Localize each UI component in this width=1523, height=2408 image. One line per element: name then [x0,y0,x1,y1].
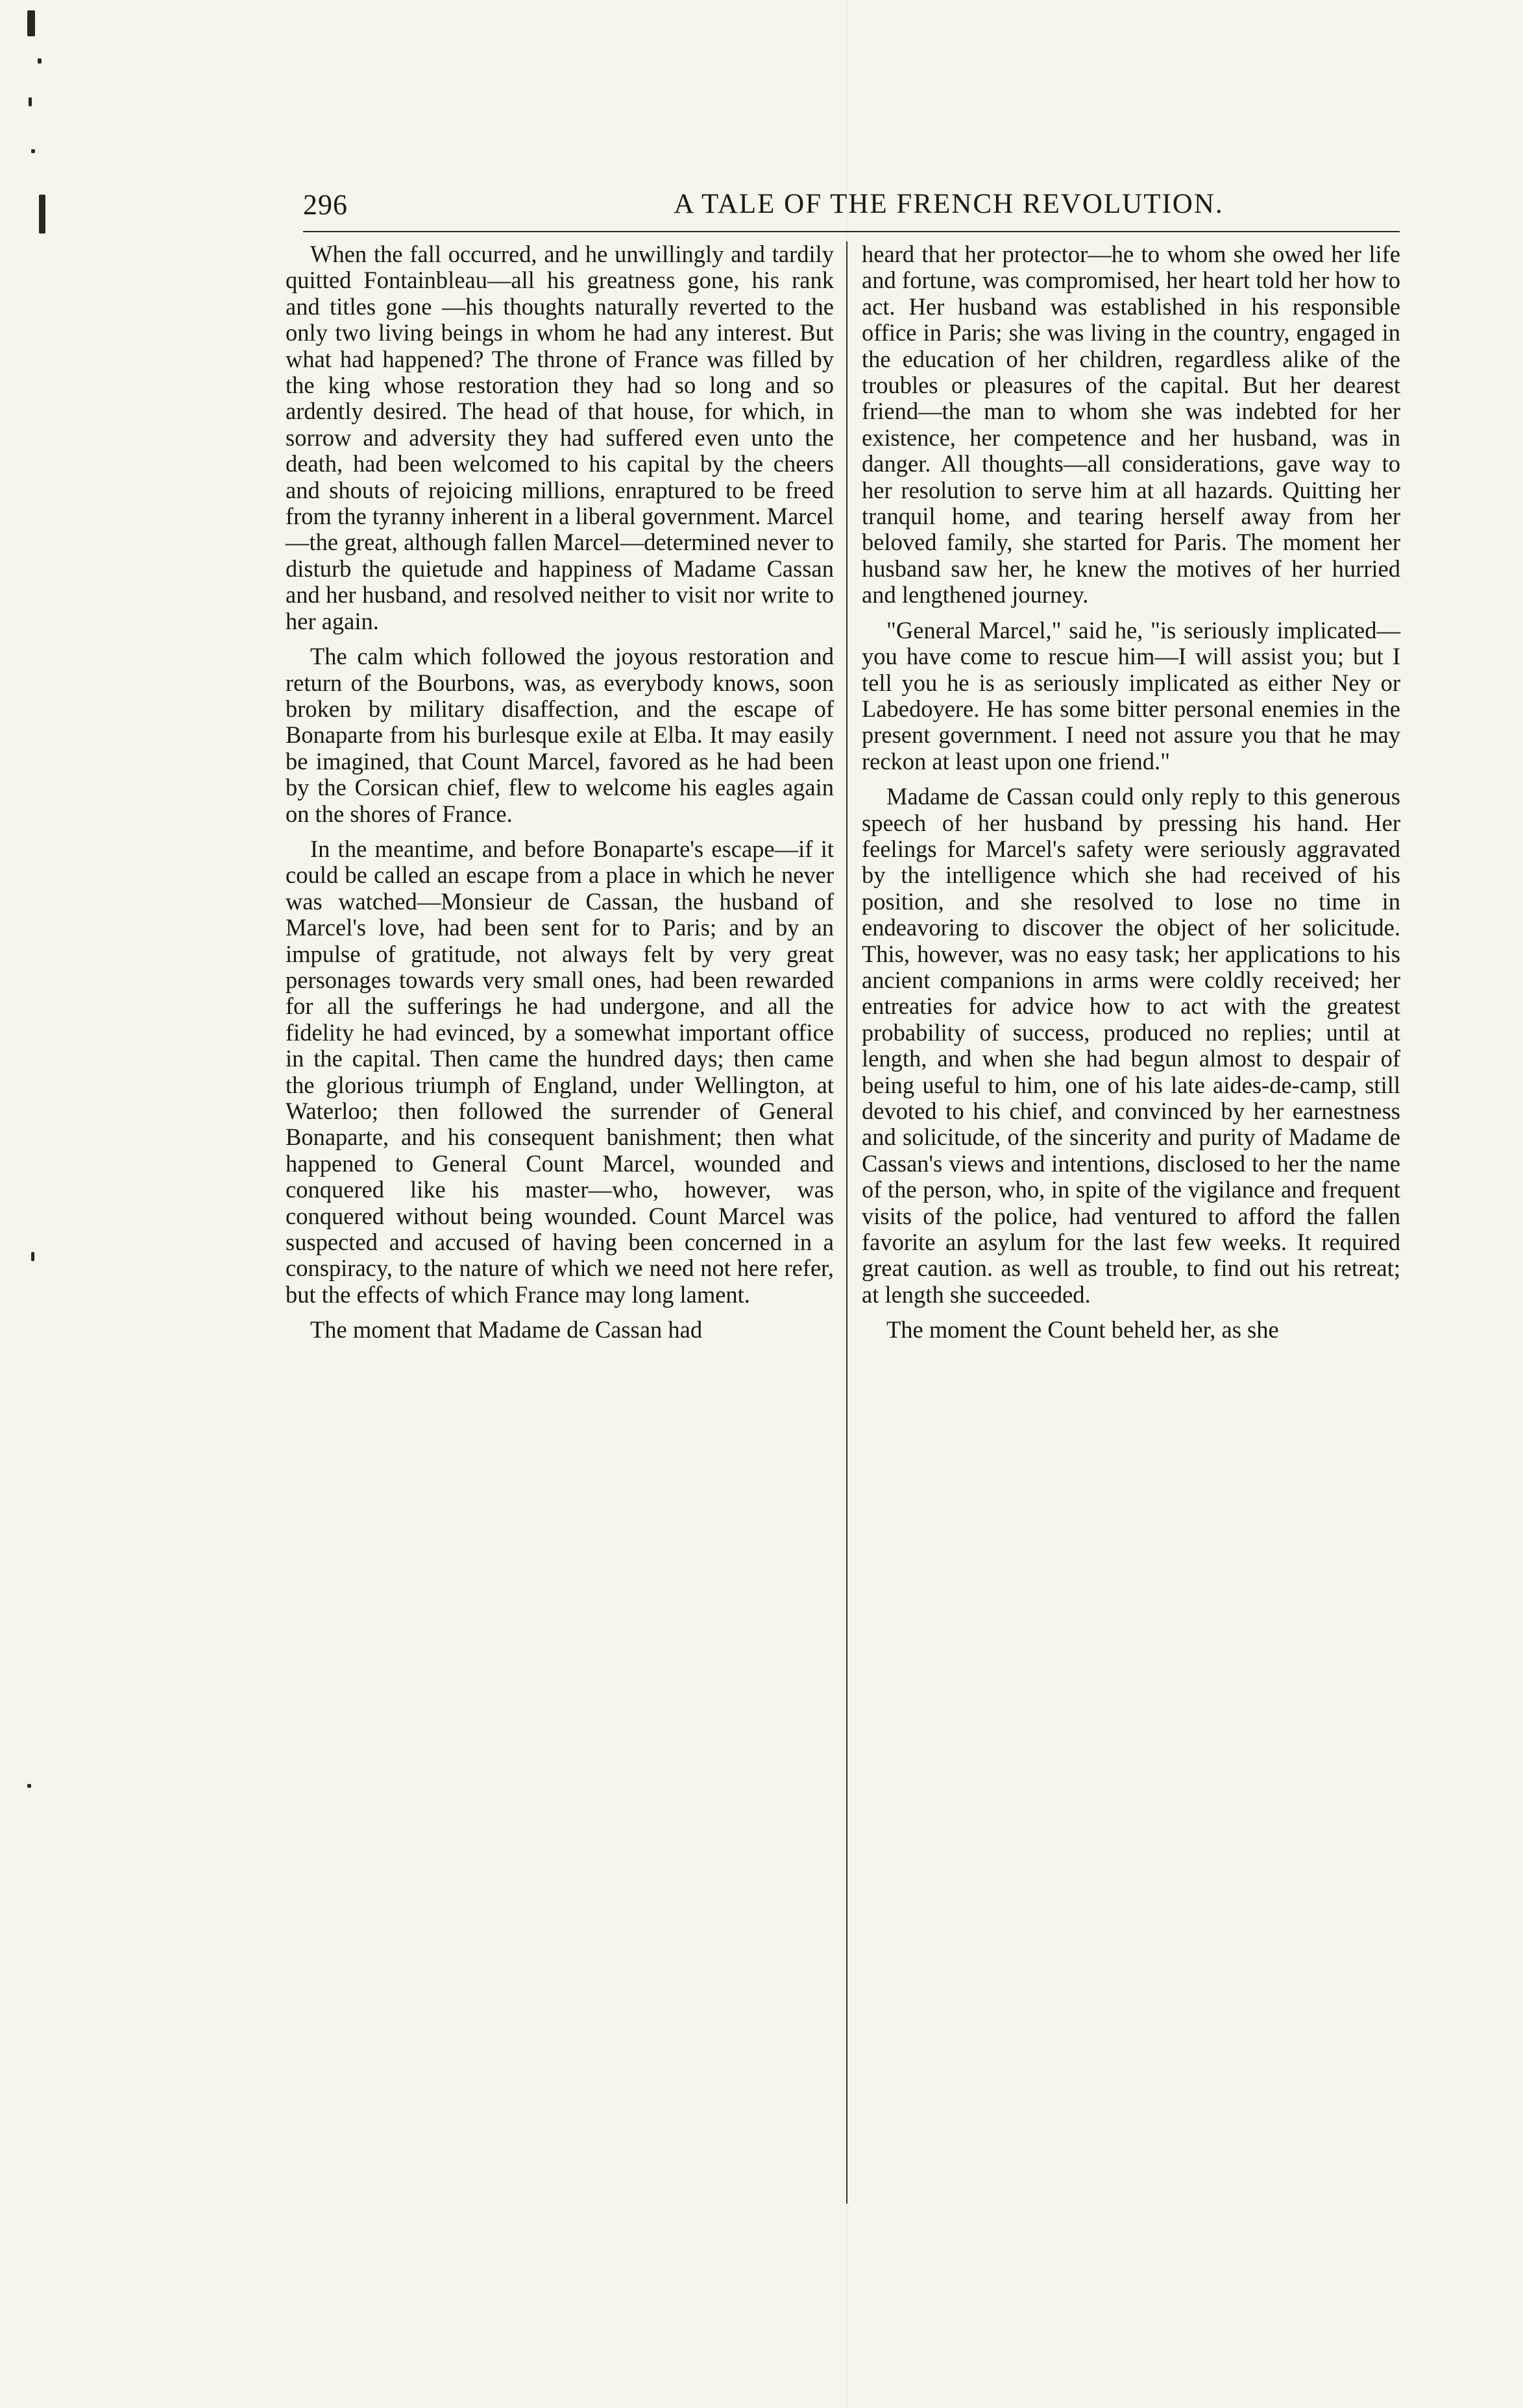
left-column [286,241,834,1353]
paragraph: When the fall occurred, and he unwillingly and tardily quitted Fontainbleau—all his greatness gone, his rank and titles gone —his thoughts naturally reverted to the only two living beings in whom he had any interest. But what had happened? The throne of France was filled by the king whose restoration they had so long and so ardently desired. The head of that house, for which, in sorrow and adversity they had suffered even unto the death, had been welcomed to his capital by the cheers and shouts of rejoicing millions, enraptured to be freed from the tyranny inherent in a liberal government. Marcel—the great, although fallen Marcel—determined never to disturb the quietude and happiness of Madame Cassan and her husband, and resolved neither to visit nor write to her again. [286,241,834,634]
scan-seam [847,0,848,2408]
page-header [303,188,1400,227]
right-column [862,241,1400,1353]
margin-marks [12,0,38,2408]
column-divider [846,241,847,2204]
paragraph: The moment the Count beheld her, as she [886,1316,1279,1343]
page-number: 296 [303,189,348,221]
header-rule [303,231,1400,232]
paragraph: The calm which followed the joyous restoration and return of the Bourbons, was, as everybody knows, soon broken by military disaffection, and the escape of Bonaparte from his burlesque exile at Elba. It may easily be imagined, that Count Marcel, favored as he had been by the Corsican chief, flew to welcome his eagles again on the shores of France. [286,643,834,827]
paragraph: heard that her protector—he to whom she owed her life and fortune, was compromised, her heart told her how to act. Her husband was established in his responsible office in Paris; she was living in the country, engaged in the education of her children, regardless alike of the troubles or pleasures of the capital. But her dearest friend—the man to whom she was indebted for her existence, her competence and her husband, was in danger. All thoughts—all considerations, gave way to her resolution to serve him at all hazards. Quitting her tranquil home, and tearing herself away from her beloved family, she started for Paris. The moment her husband saw her, he knew the motives of her hurried and lengthened journey. [862,241,1400,608]
paragraph: The moment that Madame de Cassan had [310,1316,703,1343]
paragraph: Madame de Cassan could only reply to this generous speech of her husband by pressing his hand. Her feelings for Marcel's safety were seriously aggravated by the intelligence which she had received of his position, and she resolved to lose no time in endeavoring to discover the object of her solicitude. This, however, was no easy task; her applications to his ancient companions in arms were coldly received; her entreaties for advice how to act with the greatest probability of success, produced no replies; until at length, and when she had begun almost to despair of being useful to him, one of his late aides-de-camp, still devoted to his chief, and convinced by her earnestness and solicitude, of the sincerity and purity of Madame de Cassan's views and intentions, disclosed to her the name of the person, who, in spite of the vigilance and frequent visits of the police, had ventured to afford the fallen favorite an asylum for the last few weeks. It required great caution. as well as trouble, to find out his retreat; at length she succeeded. [862,783,1400,1308]
running-title: A TALE OF THE FRENCH REVOLUTION. [674,189,1224,219]
paragraph: "General Marcel," said he, "is seriously implicated—you have come to rescue him—I will assist you; but I tell you he is as seriously implicated as either Ney or Labedoyere. He has some bitter personal enemies in the present government. I need not assure you that he may reckon at least upon one friend." [862,616,1400,775]
paragraph: In the meantime, and before Bonaparte's escape—if it could be called an escape from a place in which he never was watched—Monsieur de Cassan, the husband of Marcel's love, had been sent for to Paris; and by an impulse of gratitude, not always felt by very great personages towards very small ones, had been rewarded for all the sufferings he had undergone, and all the fidelity he had evinced, by a somewhat important office in the capital. Then came the hundred days; then came the glorious triumph of England, under Wellington, at Waterloo; then followed the surrender of General Bonaparte, and his consequent banishment; then what happened to General Count Marcel, wounded and conquered like his master—who, however, was conquered without being wounded. Count Marcel was suspected and accused of having been concerned in a conspiracy, to the nature of which we need not here refer, but the effects of which France may long lament. [286,835,834,1308]
